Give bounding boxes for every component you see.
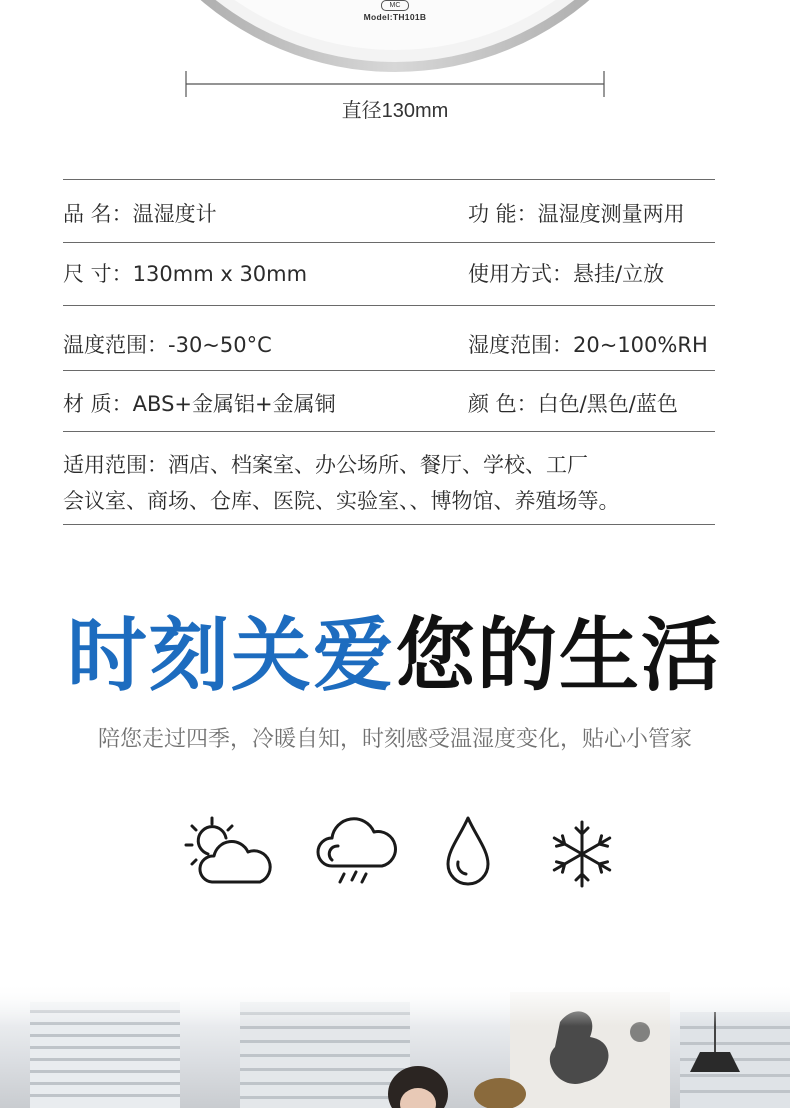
diameter-label: 直径130mm <box>341 100 449 122</box>
headline-blue: 时刻关爱 <box>67 609 395 702</box>
table-rule <box>63 305 715 306</box>
spec-humidity-range: 湿度范围：20~100%RH <box>468 333 708 357</box>
headline-black: 您的生活 <box>395 609 723 702</box>
table-rule <box>63 179 715 180</box>
spec-size: 尺 寸：130mm x 30mm <box>63 262 308 286</box>
subline: 陪您走过四季，冷暖自知，时刻感受温湿度变化，贴心小管家 <box>97 727 692 752</box>
table-rule <box>63 370 715 371</box>
lifestyle-photo <box>0 982 790 1108</box>
spec-material: 材 质：ABS+金属铝+金属铜 <box>63 392 336 416</box>
spec-temperature-range: 温度范围：-30~50°C <box>63 333 272 357</box>
brand-badge: MC <box>381 0 409 11</box>
model-label: Model:TH101B <box>363 12 427 22</box>
scope-line-2: 会议室、商场、仓库、医院、实验室、、博物馆、养殖场等。 <box>63 489 620 513</box>
rain-cloud-icon <box>308 812 404 896</box>
table-rule <box>63 524 715 525</box>
table-rule <box>63 431 715 432</box>
spec-usage: 使用方式：悬挂/立放 <box>468 262 665 286</box>
water-drop-icon <box>420 812 516 896</box>
table-rule <box>63 242 715 243</box>
headline <box>0 609 790 702</box>
spec-function: 功 能：温湿度测量两用 <box>468 202 685 226</box>
snowflake-icon <box>534 812 630 896</box>
spec-name: 品 名：温湿度计 <box>63 202 217 226</box>
sun-cloud-icon <box>182 812 278 896</box>
scope-line-1: 适用范围：酒店、档案室、办公场所、餐厅、学校、工厂 <box>63 453 588 477</box>
spec-color: 颜 色：白色/黑色/蓝色 <box>468 392 678 416</box>
interior-scene <box>0 982 790 1108</box>
